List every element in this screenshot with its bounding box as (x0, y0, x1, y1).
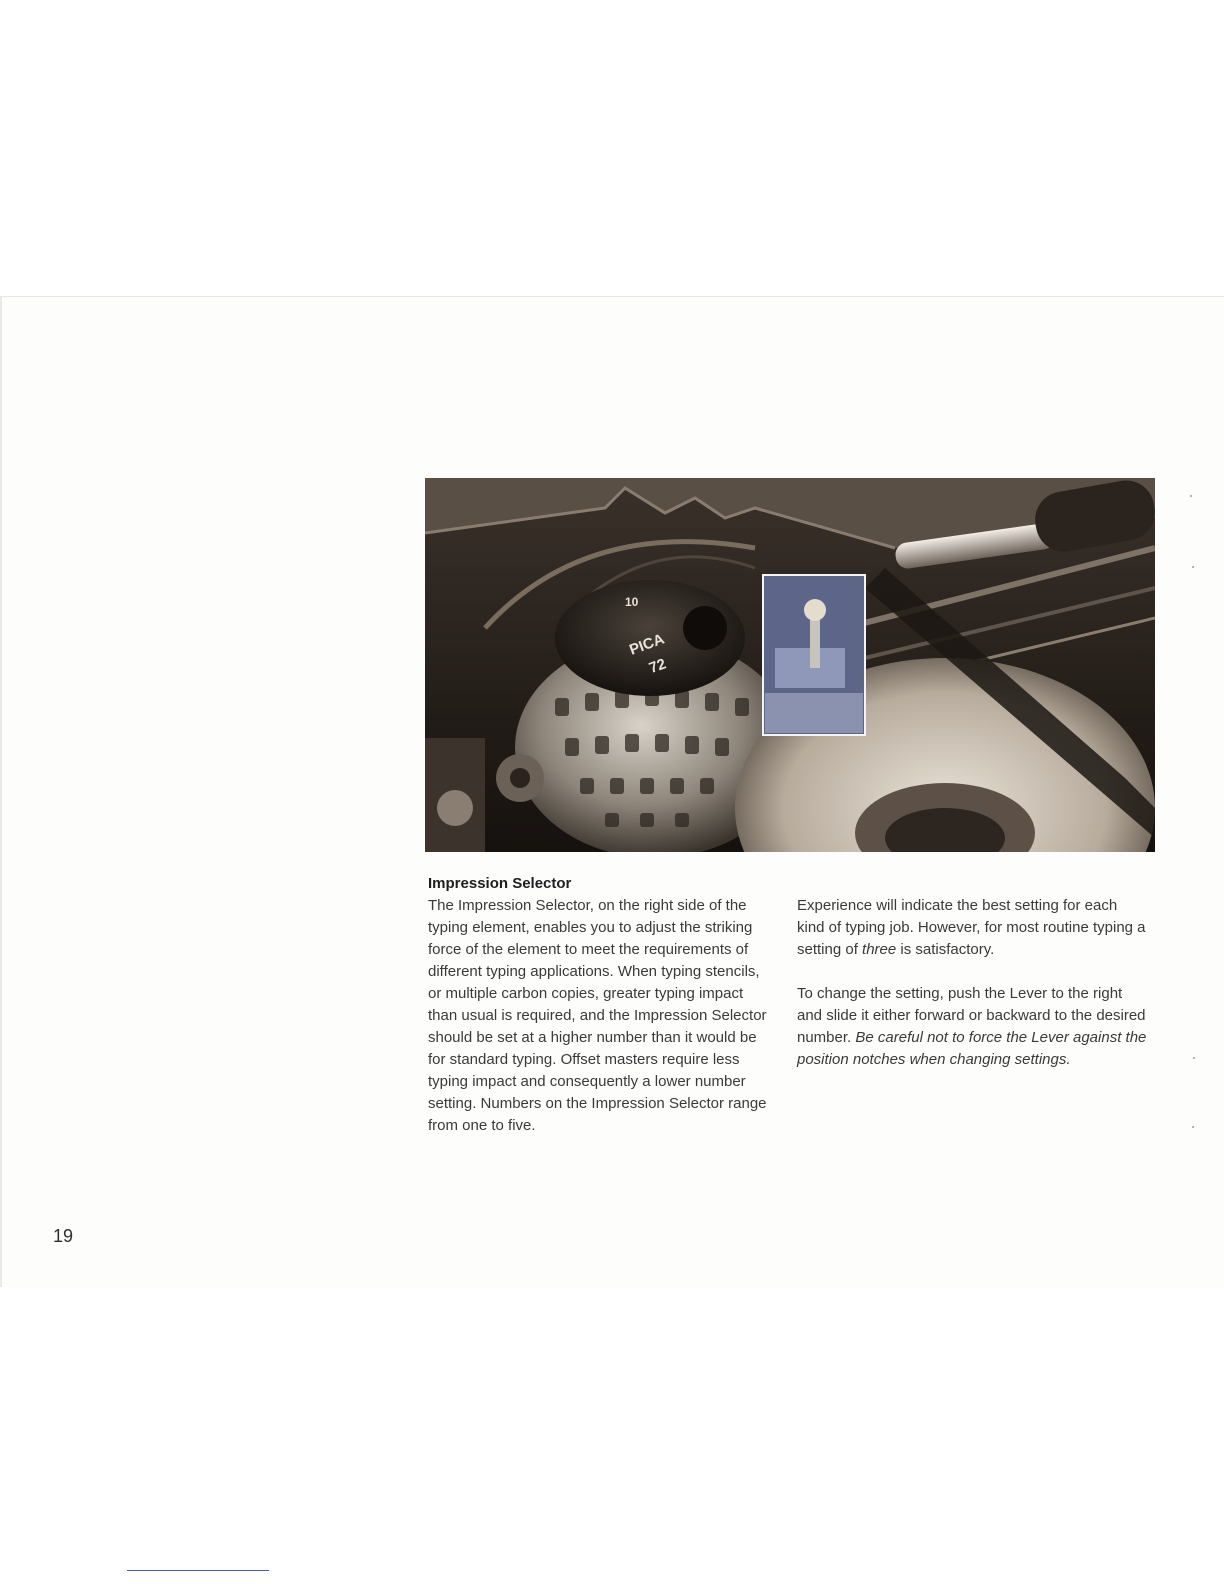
section-heading: Impression Selector (428, 875, 572, 892)
left-paragraph: The Impression Selector, on the right side of the typing element, enables you to adjust the striking force of the element to meet the requirements of different typing applications. When typing stencils, or multiple carbon copies, greater typing impact than usual is required, and the Impression Selector should be set at a higher number than it would be for standard typing. Offset masters require less typing impact and consequently a lower number setting. Numbers on the Impression Selector range from one to five. (428, 897, 767, 1134)
right-column (797, 895, 1147, 1093)
bottom-rule (127, 1570, 269, 1571)
scan-speck (1192, 1126, 1194, 1128)
right-p1-emphasis: three (862, 941, 897, 958)
typewriter-photo (425, 478, 1155, 852)
impression-selector-inset (763, 575, 865, 735)
element-label-bottom: 72 (646, 655, 669, 678)
scan-speck (1192, 566, 1194, 568)
left-column (428, 895, 773, 1137)
element-label-mid: PICA (627, 630, 667, 659)
right-p1-text-end: is satisfactory. (896, 941, 995, 958)
scan-speck (1190, 495, 1192, 497)
right-p2-emphasis: Be careful not to force the Lever against the position notches when changing settings. (797, 1029, 1147, 1068)
right-p2-text: To change the setting, push the Lever to the right and slide it either forward or backward to the desired number. (797, 985, 1146, 1046)
element-label-top: 10 (625, 595, 639, 609)
right-paragraph-1 (797, 895, 1147, 961)
right-p1-text: Experience will indicate the best setting for each kind of typing job. However, for most routine typing a setting of (797, 897, 1146, 958)
page-number: 19 (53, 1226, 74, 1246)
scan-speck (1193, 1057, 1195, 1059)
right-paragraph-2 (797, 983, 1147, 1071)
